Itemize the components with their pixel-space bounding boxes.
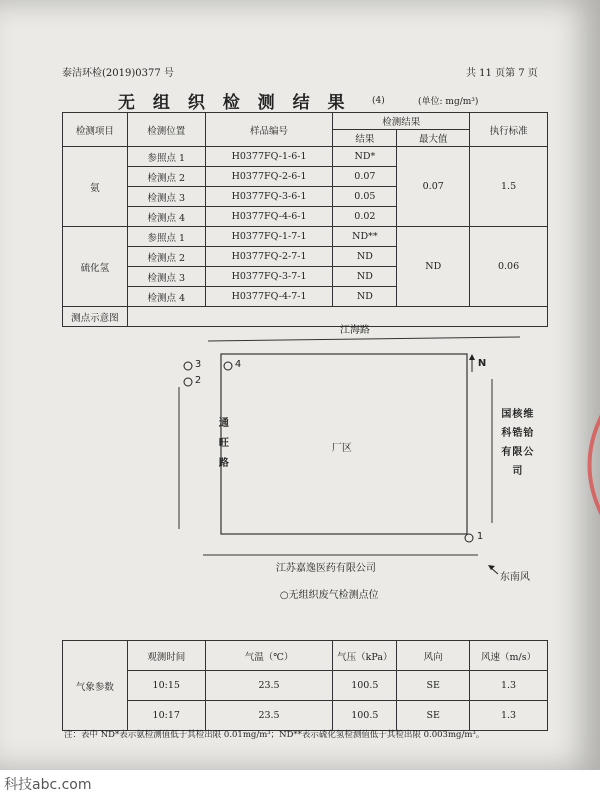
report-number: 泰洁环检(2019)0377 号 <box>62 68 174 79</box>
point-3-label: 3 <box>194 359 202 370</box>
sample-id: H0377FQ-4-7-1 <box>205 287 333 307</box>
site-map-cell <box>127 307 547 601</box>
weather-cell: SE <box>397 701 470 731</box>
weather-header: 风速（m/s） <box>470 641 548 671</box>
watermark-footer <box>0 770 600 800</box>
header-location: 检测位置 <box>127 113 205 147</box>
result: 0.05 <box>333 187 397 207</box>
weather-cell: 10:15 <box>127 671 205 701</box>
result: 0.07 <box>333 167 397 187</box>
item-hydrogen-sulfide: 硫化氢 <box>63 227 128 307</box>
point-4-marker <box>224 362 232 370</box>
location: 参照点 1 <box>127 227 205 247</box>
point-2-label: 2 <box>194 375 202 386</box>
unit-label: (单位: mg/m³) <box>418 97 479 107</box>
point-2-marker <box>184 378 192 386</box>
road-left-label: 通旺路 <box>218 418 229 469</box>
site-map <box>128 307 549 607</box>
sample-id: H0377FQ-1-6-1 <box>205 147 333 167</box>
road-top-label: 江海路 <box>339 325 370 336</box>
header-result-group: 检测结果 <box>333 113 470 130</box>
weather-cell: 100.5 <box>333 671 397 701</box>
location: 检测点 4 <box>127 287 205 307</box>
weather-row-label: 气象参数 <box>63 641 128 731</box>
map-row-label: 测点示意图 <box>63 307 128 327</box>
weather-cell: 23.5 <box>205 671 333 701</box>
map-legend: ○无组织废气检测点位 <box>279 590 379 601</box>
weather-cell: SE <box>397 671 470 701</box>
footnote: 注：表中 ND*表示氨检测值低于其检出限 0.01mg/m³；ND**表示硫化氢检测值低于其检出限 0.003mg/m³。 <box>64 730 485 740</box>
sample-id: H0377FQ-2-7-1 <box>205 247 333 267</box>
result: 0.02 <box>333 207 397 227</box>
point-1-label: 1 <box>476 531 484 542</box>
weather-cell: 1.3 <box>470 671 548 701</box>
location: 检测点 2 <box>127 247 205 267</box>
result: ND** <box>333 227 397 247</box>
weather-cell: 1.3 <box>470 701 548 731</box>
standard-value: 1.5 <box>470 147 548 227</box>
location: 检测点 4 <box>127 207 205 227</box>
sample-id: H0377FQ-1-7-1 <box>205 227 333 247</box>
red-stamp-fragment <box>572 410 600 520</box>
sample-id: H0377FQ-3-6-1 <box>205 187 333 207</box>
page-title: 无 组 织 检 测 结 果 <box>118 93 351 113</box>
north-arrow-head <box>469 354 475 360</box>
location: 检测点 3 <box>127 267 205 287</box>
result: ND* <box>333 147 397 167</box>
page-info: 共 11 页第 7 页 <box>466 68 538 79</box>
result: ND <box>333 287 397 307</box>
result: ND <box>333 247 397 267</box>
item-ammonia: 氨 <box>63 147 128 227</box>
location: 参照点 1 <box>127 147 205 167</box>
weather-header: 气温（℃） <box>205 641 333 671</box>
result: ND <box>333 267 397 287</box>
weather-header: 观测时间 <box>127 641 205 671</box>
wind-arrow-head <box>488 565 495 570</box>
point-4-label: 4 <box>234 359 242 370</box>
header-max: 最大值 <box>397 130 470 147</box>
location: 检测点 3 <box>127 187 205 207</box>
weather-cell: 100.5 <box>333 701 397 731</box>
factory-label: 厂区 <box>331 443 352 454</box>
weather-cell: 10:17 <box>127 701 205 731</box>
company-bottom-label: 江苏嘉逸医药有限公司 <box>275 563 376 574</box>
max-value: 0.07 <box>397 147 470 227</box>
weather-table <box>62 640 548 731</box>
table-subnumber: (4) <box>372 96 385 106</box>
weather-header: 风向 <box>397 641 470 671</box>
watermark-text: 科技abc.com <box>4 777 92 793</box>
header-sample: 样品编号 <box>205 113 333 147</box>
point-1-marker <box>465 534 473 542</box>
weather-header: 气压（kPa） <box>333 641 397 671</box>
sample-id: H0377FQ-4-6-1 <box>205 207 333 227</box>
results-table <box>62 112 548 601</box>
wind-label: 东南风 <box>499 572 530 583</box>
header-result: 结果 <box>333 130 397 147</box>
weather-cell: 23.5 <box>205 701 333 731</box>
point-3-marker <box>184 362 192 370</box>
header-item: 检测项目 <box>63 113 128 147</box>
max-value: ND <box>397 227 470 307</box>
sample-id: H0377FQ-3-7-1 <box>205 267 333 287</box>
sample-id: H0377FQ-2-6-1 <box>205 167 333 187</box>
stamp-icon <box>572 410 600 520</box>
road-top-line <box>208 337 520 341</box>
company-right-label: 国核维科锆铪有限公司 <box>501 409 535 477</box>
header-standard: 执行标准 <box>470 113 548 147</box>
standard-value: 0.06 <box>470 227 548 307</box>
north-label: N <box>477 358 487 369</box>
location: 检测点 2 <box>127 167 205 187</box>
